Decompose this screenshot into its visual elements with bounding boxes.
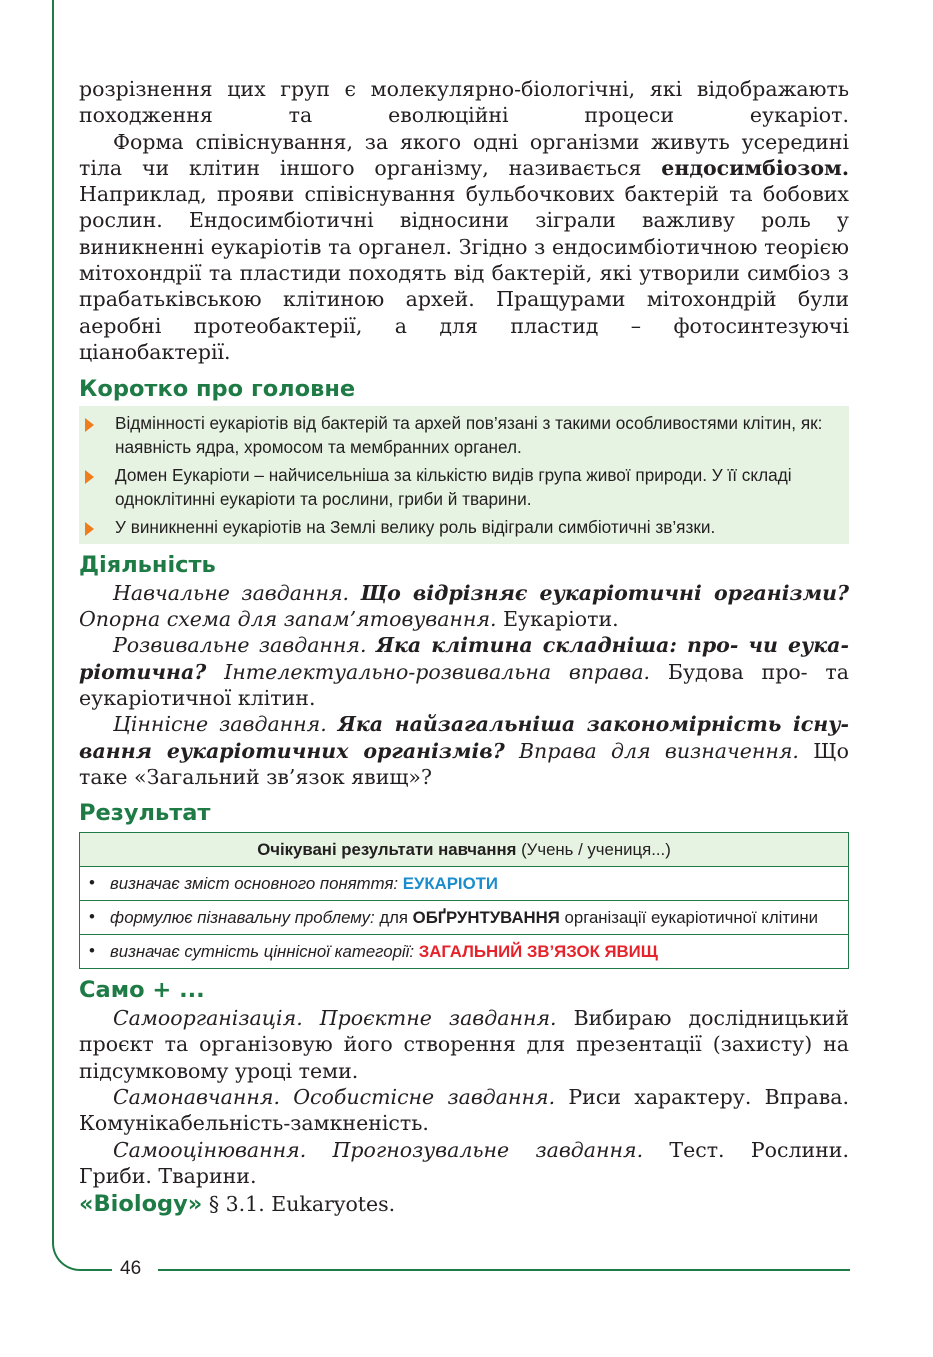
self-text: Вибираю дослідницький проєкт та організовую його створення для презентації (захисту) на підсумковому уроці теми. bbox=[79, 1006, 849, 1083]
header-rest: (Учень / учениця...) bbox=[516, 840, 671, 860]
bullet-icon: • bbox=[89, 873, 95, 893]
orange-arrow-icon bbox=[85, 470, 94, 484]
task-learning bbox=[79, 580, 849, 633]
task-question: Яка клітина складніша: про- чи еукаріотична? bbox=[79, 633, 849, 684]
task-question: Що відрізняє еукаріотичні організми? bbox=[360, 580, 849, 605]
header-bold: Очікувані результати навчання bbox=[257, 840, 517, 860]
row-italic: визначає сутність ціннісної категорії: bbox=[110, 942, 415, 962]
intro-text-a: Форма співіснування, за якого одні організми живуть усередині тіла чи клітин іншого організму, називається bbox=[79, 129, 849, 180]
task-topic: Еукаріоти. bbox=[503, 607, 619, 632]
self-label: Самооцінювання. Прогнозувальне завдання. bbox=[113, 1137, 644, 1162]
summary-item-text: Відмінності еукаріотів від бактерій та архей пов’язані з такими особливостями клітин, як: наявність ядра, хромосом та мембранних органел. bbox=[115, 413, 823, 457]
self-text: Риси характеру. Вправа. Комунікабельність-замкненість. bbox=[79, 1085, 849, 1136]
table-row bbox=[80, 867, 849, 901]
row-key-bold: ОБҐРУНТУВАННЯ bbox=[412, 908, 560, 928]
bullet-icon: • bbox=[89, 907, 95, 927]
row-tail: організації еукаріотичної клітини bbox=[559, 908, 819, 928]
task-question: Яка найзагальніша закономірність існування еукаріотичних організмів? bbox=[79, 712, 849, 763]
task-label: Розвивальне завдання. bbox=[113, 633, 367, 658]
task-label: Ціннісне завдання. bbox=[113, 712, 327, 737]
task-value bbox=[79, 711, 849, 790]
row-key-blue: ЕУКАРІОТИ bbox=[402, 874, 498, 894]
self-assessment bbox=[79, 1137, 849, 1190]
summary-item bbox=[83, 513, 845, 542]
activity-heading: Діяльність bbox=[79, 551, 216, 578]
page-content bbox=[79, 76, 849, 1218]
summary-item-text: У виникненні еукаріотів на Землі велику роль відіграли симбіотичні зв’язки. bbox=[115, 517, 716, 538]
row-italic: визначає зміст основного поняття: bbox=[110, 874, 399, 894]
summary-item-text: Домен Еукаріоти – найчисельніша за кількістю видів група живої природи. У її складі одноклітинні еукаріоти та рослини, гриби й тварини. bbox=[115, 465, 792, 509]
biology-link[interactable]: «Biology» bbox=[79, 1191, 203, 1218]
task-topic: Будова про- та еукаріотичної клітин. bbox=[79, 659, 849, 710]
term-endosymbiosis: ендосимбіозом. bbox=[661, 155, 849, 180]
activity-section bbox=[79, 580, 849, 790]
table-row bbox=[80, 901, 849, 935]
task-type: Вправа для визначення. bbox=[518, 738, 799, 763]
task-type: Опорна схема для запам’ятовування. bbox=[79, 607, 497, 632]
orange-arrow-icon bbox=[85, 418, 94, 432]
results-table bbox=[79, 832, 849, 969]
result-heading: Результат bbox=[79, 800, 211, 827]
intro-paragraph-2 bbox=[79, 129, 849, 366]
page-number: 46 bbox=[120, 1258, 142, 1279]
footer-line bbox=[158, 1269, 850, 1271]
summary-item bbox=[83, 461, 845, 513]
self-organization bbox=[79, 1005, 849, 1084]
summary-heading: Коротко про головне bbox=[79, 376, 356, 403]
intro-paragraph-1: розрізнення цих груп є молекулярно-біологічні, які відображають походження та еволюційні процеси еукаріот. bbox=[79, 77, 849, 128]
biology-ref-text: § 3.1. Eukaryotes. bbox=[202, 1192, 396, 1217]
intro-text-b: Наприклад, прояви співіснування бульбочкових бактерій та бобових рослин. Ендосимбіотичні відносини зіграли важливу роль у виникненні еукаріотів та органел. Згідно з ендосимбіотичною теорією мітохондрії та пластиди походять від бактерій, які утворили симбіоз з прабатьківською клітиною архей. Пращурами мітохондрій були аеробні протеобактерії, а для пластид – фотосинтезуючі ціанобактерії. bbox=[79, 182, 849, 364]
self-text: Тест. Рослини. Гриби. Тварини. bbox=[79, 1137, 849, 1188]
task-label: Навчальне завдання. bbox=[113, 580, 350, 605]
summary-box bbox=[79, 406, 849, 544]
bullet-icon: • bbox=[89, 941, 95, 961]
biology-reference bbox=[79, 1191, 849, 1217]
row-italic: формулює пізнавальну проблему: bbox=[110, 908, 375, 928]
table-row bbox=[80, 935, 849, 969]
task-type: Інтелектуально-розвивальна вправа. bbox=[224, 659, 651, 684]
results-table-header bbox=[80, 833, 849, 867]
self-learning bbox=[79, 1084, 849, 1137]
row-plain: для bbox=[374, 908, 413, 928]
row-key-red: ЗАГАЛЬНИЙ ЗВ’ЯЗОК ЯВИЩ bbox=[418, 942, 658, 962]
task-topic: Що таке «Загальний зв’язок явищ»? bbox=[79, 738, 849, 789]
self-label: Самоорганізація. Проєктне завдання. bbox=[113, 1006, 557, 1031]
self-heading: Само + ... bbox=[79, 977, 205, 1004]
orange-arrow-icon bbox=[85, 522, 94, 536]
self-label: Самонавчання. Особистісне завдання. bbox=[113, 1085, 556, 1110]
task-developing bbox=[79, 632, 849, 711]
summary-item bbox=[83, 409, 845, 461]
